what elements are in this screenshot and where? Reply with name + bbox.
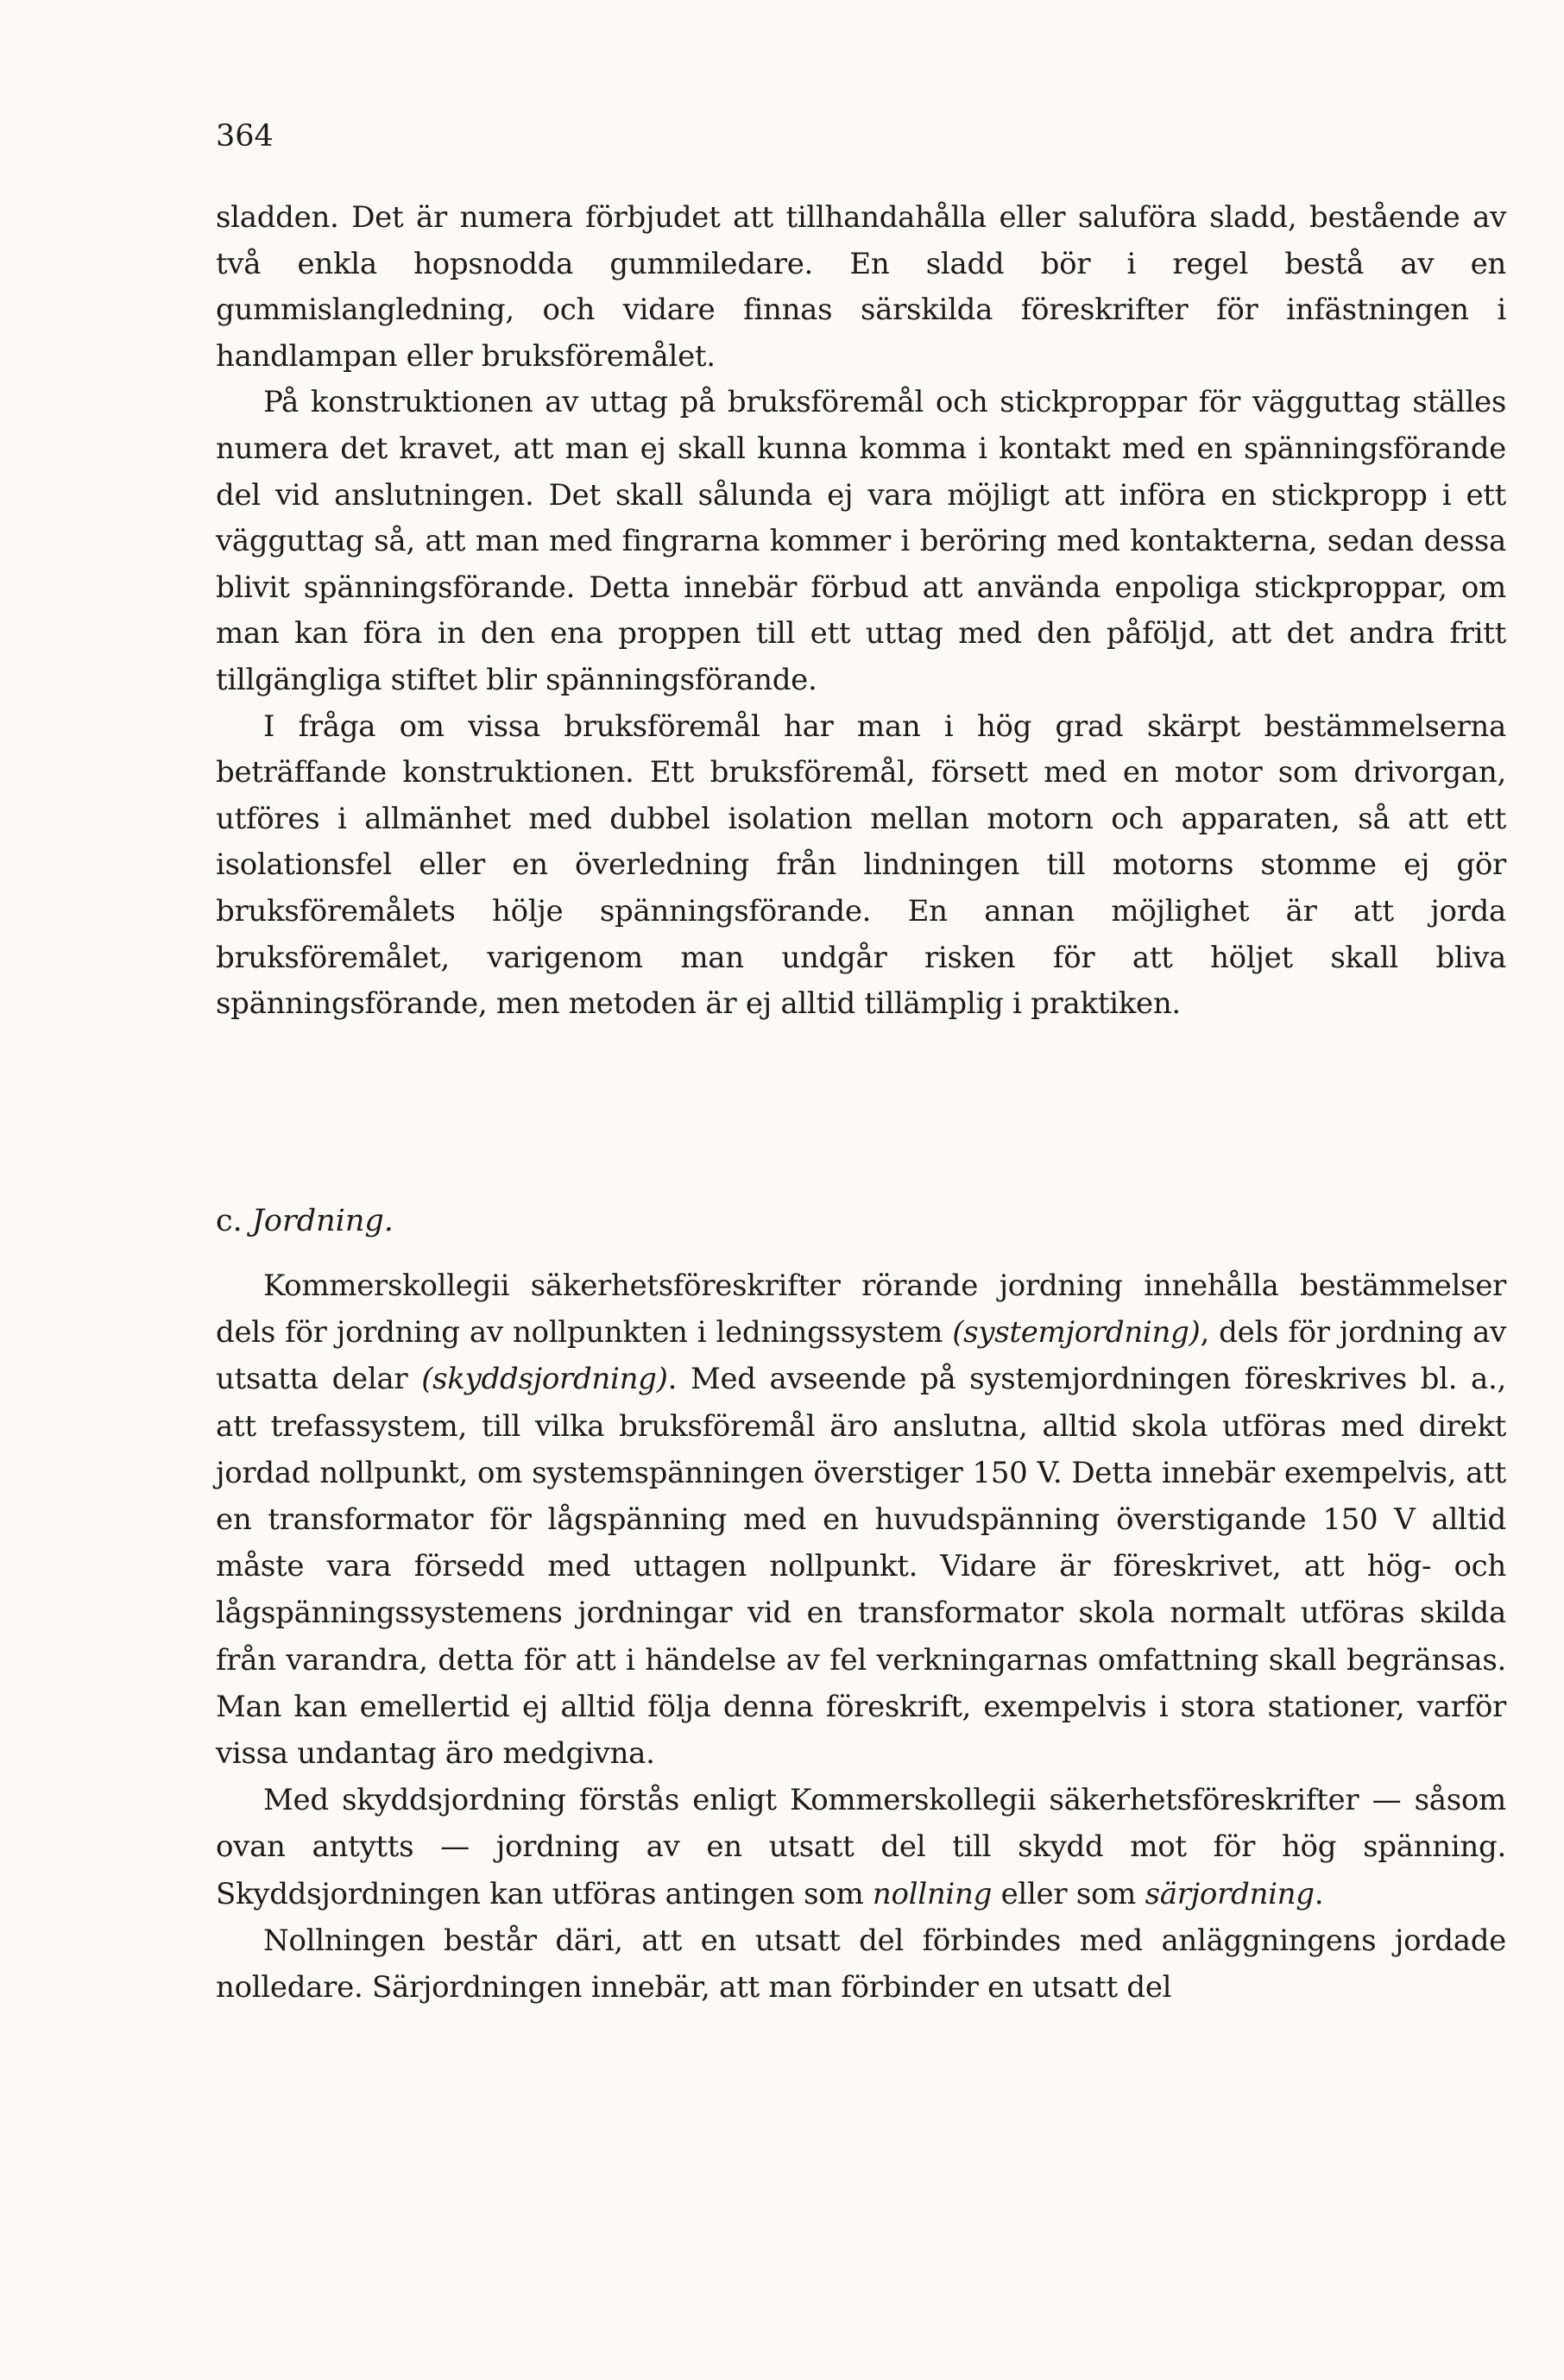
text-run: eller som: [992, 1876, 1145, 1911]
paragraph-sladd: sladden. Det är numera förbjudet att tillhandahålla eller saluföra sladd, bestående av två enkla hopsnodda gummiledare. En sladd bör i regel bestå av en gummislangledning, och vidare finnas särskilda föreskrifter för infästningen i handlampan eller bruksföremålet.: [216, 200, 1506, 374]
section-heading: [216, 1199, 394, 1243]
text-run: Med skyddsjordning förstås enligt Kommerskollegii säkerhetsföreskrifter — såsom ovan antytts — jordning av en utsatt del till skydd mot för hög spänning. Skyddsjordningen kan utföras antingen som: [216, 1783, 1506, 1911]
term-systemjordning: (systemjordning): [952, 1315, 1201, 1351]
term-skyddsjordning: (skyddsjordning): [421, 1362, 668, 1397]
text-run: .: [1314, 1876, 1324, 1911]
section-title: Jordning.: [251, 1204, 394, 1238]
term-sarjordning: särjordning: [1145, 1876, 1315, 1911]
paragraph-nollning: Nollningen består däri, att en utsatt del förbindes med anläggningens jordade nolledare. Särjordningen innebär, att man förbinder en utsatt del: [216, 1923, 1506, 2005]
paragraph-uttag: På konstruktionen av uttag på bruksföremål och stickproppar för vägguttag ställes numera det kravet, att man ej skall kunna komma i kontakt med en spänningsförande del vid anslutningen. Det skall sålunda ej vara möjligt att införa en stickpropp i ett vägguttag så, att man med fingrarna kommer i beröring med kontakterna, sedan dessa blivit spänningsförande. Detta innebär förbud att använda enpoliga stickproppar, om man kan föra in den ena proppen till ett uttag med den påföljd, att det andra fritt tillgängliga stiftet blir spänningsförande.: [216, 385, 1506, 697]
paragraph-skyddsjordning: [216, 1777, 1506, 1917]
section-letter: c.: [216, 1204, 243, 1238]
paragraph-systemjordning: [216, 1262, 1506, 1777]
text-run: Kommerskollegii säkerhetsföreskrifter rörande jordning innehålla bestämmelser dels för jordning av nollpunkten i ledningssystem: [216, 1269, 1506, 1351]
body-text-top: [216, 195, 1506, 1028]
text-run: , dels för jordning av utsatta delar: [216, 1315, 1506, 1397]
paragraph-bruksforemal: I fråga om vissa bruksföremål har man i hög grad skärpt bestämmelserna beträffande konstruktionen. Ett bruksföremål, försett med en motor som drivorgan, utföres i allmänhet med dubbel isolation mellan motorn och apparaten, så att ett isolationsfel eller en överledning från lindningen till motorns stomme ej gör bruksföremålets hölje spänningsförande. En annan möjlighet är att jorda bruksföremålet, varigenom man undgår risken för att höljet skall bliva spänningsförande, men metoden är ej alltid tillämplig i praktiken.: [216, 708, 1506, 1022]
term-nollning: nollning: [872, 1876, 993, 1911]
text-run: . Med avseende på systemjordningen föreskrives bl. a., att trefassystem, till vilka bruksföremål äro anslutna, alltid skola utföras med direkt jordad nollpunkt, om systemspänningen överstiger 150 V. Detta innebär exempelvis, att en transformator för lågspänning med en huvudspänning överstigande 150 V alltid måste vara försedd med uttagen nollpunkt. Vidare är föreskrivet, att hög- och lågspänningssystemens jordningar vid en transformator skola normalt utföras skilda från varandra, detta för att i händelse av fel verkningarnas omfattning skall begränsas. Man kan emellertid ej alltid följa denna föreskrift, exempelvis i stora stationer, varför vissa undantag äro medgivna.: [216, 1362, 1507, 1772]
page-number: 364: [216, 119, 274, 154]
body-text-jordning: [216, 1262, 1506, 2011]
